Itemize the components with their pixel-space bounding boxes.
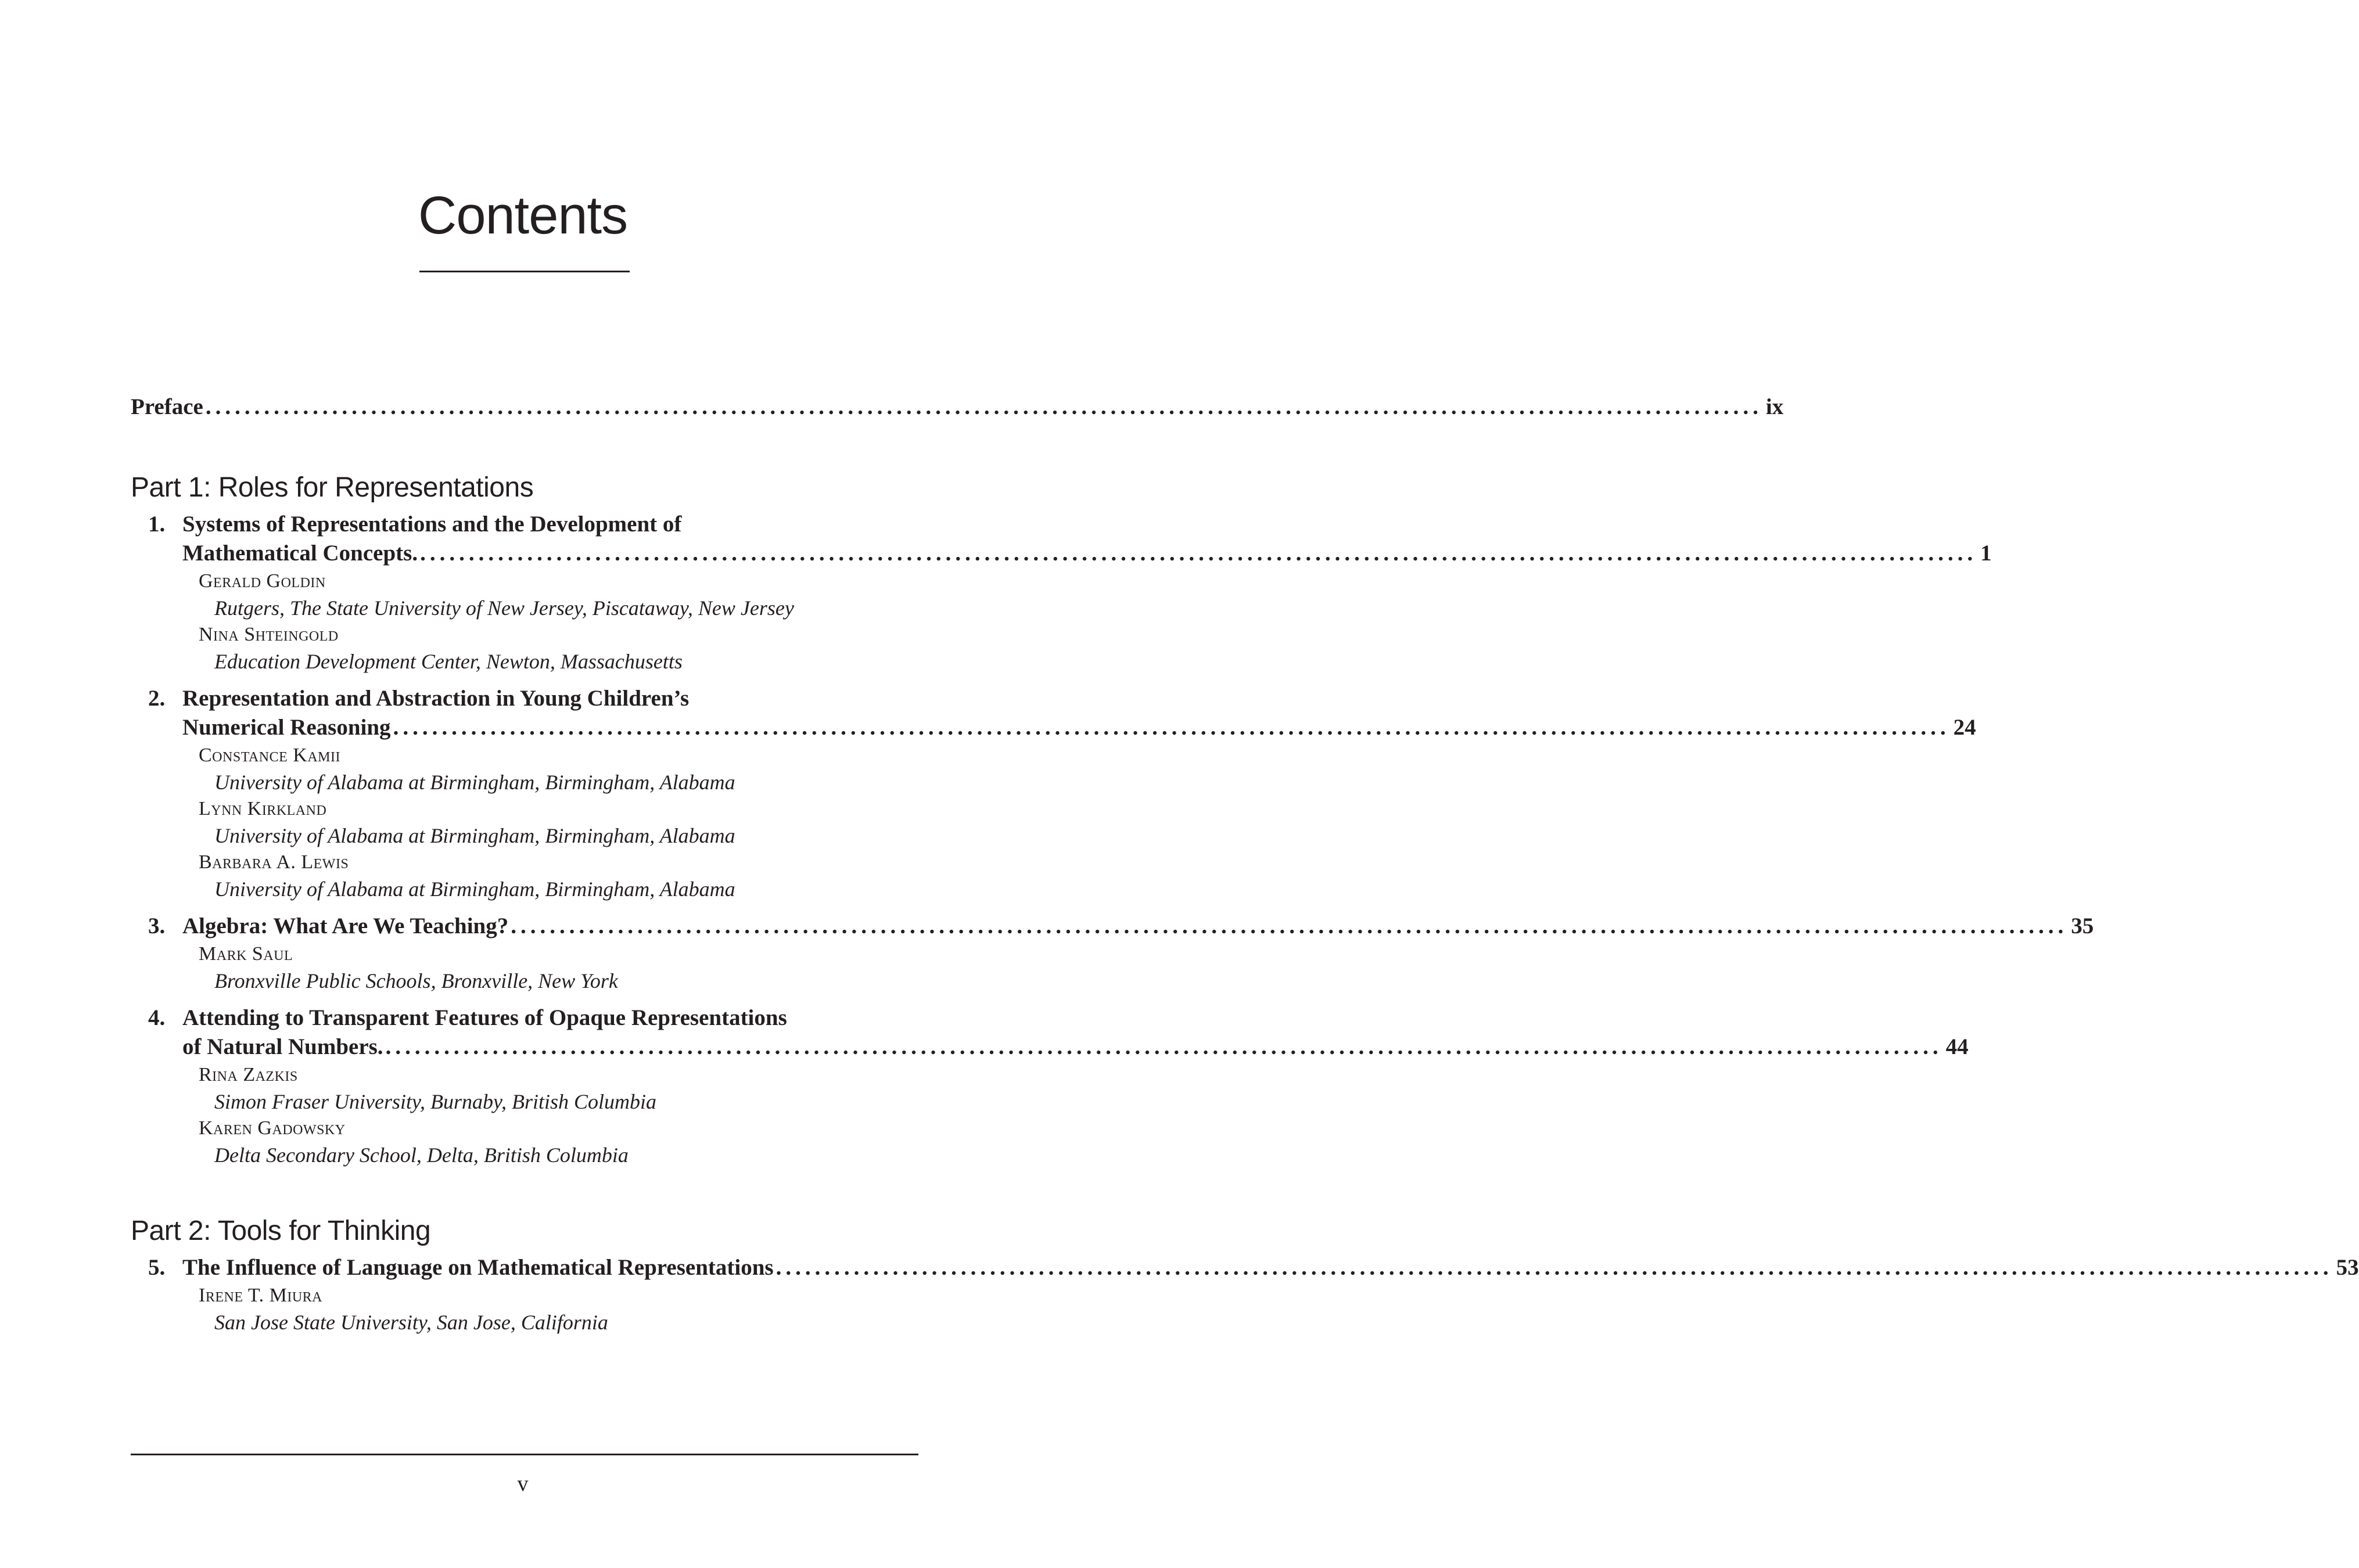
author-name: Karen Gadowsky	[199, 1117, 346, 1139]
dot-leader: ................................................................................................................................................................	[420, 541, 1977, 566]
chapter-page-number: 35	[2071, 914, 2094, 938]
chapter-title-leader-line	[182, 912, 2094, 941]
dot-leader: ................................................................................................................................................................	[205, 394, 1762, 419]
chapter-number: 3.	[148, 914, 166, 938]
author-affiliation: Delta Secondary School, Delta, British Columbia	[214, 1143, 629, 1167]
author-name: Barbara A. Lewis	[199, 851, 349, 873]
author-affiliation: Rutgers, The State University of New Jersey, Piscataway, New Jersey	[214, 596, 794, 620]
toc-entry-chapter-2[interactable]	[131, 684, 1976, 902]
chapter-page-number: 53	[2336, 1255, 2359, 1280]
author-name: Rina Zazkis	[199, 1064, 298, 1085]
chapter-title-line: Algebra: What Are We Teaching?	[182, 914, 509, 938]
chapter-number: 5.	[148, 1255, 166, 1280]
author-affiliation: University of Alabama at Birmingham, Birmingham, Alabama	[214, 877, 735, 901]
chapter-title-line: Representation and Abstraction in Young Children’s	[182, 686, 690, 711]
chapter-title-line: The Influence of Language on Mathematical Representations	[182, 1255, 774, 1280]
table-of-contents	[131, 393, 2359, 1345]
chapter-number: 1.	[148, 512, 166, 537]
dot-leader: ................................................................................................................................................................	[393, 715, 1950, 740]
chapter-number: 2.	[148, 686, 166, 711]
chapter-title-leader-line	[182, 539, 1992, 568]
toc-entry-chapter-3[interactable]	[131, 912, 2094, 994]
preface-label: Preface	[131, 394, 203, 419]
chapter-title-line: Mathematical Concepts.	[182, 541, 418, 566]
chapter-title-line: of Natural Numbers.	[182, 1034, 383, 1059]
author-name: Lynn Kirkland	[199, 798, 327, 819]
chapter-page-number: 1	[1980, 541, 1992, 566]
chapter-title-line: Attending to Transparent Features of Opaque Representations	[182, 1005, 787, 1030]
title-underline	[419, 271, 630, 272]
chapter-number: 4.	[148, 1005, 166, 1030]
chapter-page-number: 24	[1953, 715, 1976, 740]
dot-leader: ................................................................................................................................................................	[511, 914, 2068, 938]
page-number: v	[517, 1472, 529, 1496]
author-affiliation: University of Alabama at Birmingham, Birmingham, Alabama	[214, 824, 735, 847]
dot-leader: ................................................................................................................................................................	[385, 1034, 1943, 1059]
author-affiliation: Bronxville Public Schools, Bronxville, New York	[214, 969, 618, 992]
author-affiliation: University of Alabama at Birmingham, Birmingham, Alabama	[214, 771, 735, 794]
chapter-title-leader-line	[182, 1033, 1969, 1062]
part-heading: Part 2: Tools for Thinking	[131, 1215, 431, 1246]
part-section	[131, 1214, 2359, 1336]
part-heading: Part 1: Roles for Representations	[131, 472, 534, 503]
toc-entry-chapter-1[interactable]	[131, 510, 1992, 675]
chapter-title-leader-line	[182, 1253, 2359, 1282]
page-title: Contents	[418, 186, 628, 245]
author-affiliation: San Jose State University, San Jose, California	[214, 1311, 608, 1334]
toc-entry-chapter-4[interactable]	[131, 1004, 1969, 1168]
preface-page-number: ix	[1765, 394, 1784, 419]
author-name: Mark Saul	[199, 943, 293, 965]
chapter-title-line: Numerical Reasoning	[182, 715, 391, 740]
part-section	[131, 470, 2094, 1168]
author-name: Gerald Goldin	[199, 570, 326, 592]
footer-rule	[131, 1454, 918, 1455]
chapter-title-line: Systems of Representations and the Development of	[182, 512, 682, 537]
chapter-page-number: 44	[1945, 1034, 1969, 1059]
author-name: Constance Kamii	[199, 745, 340, 766]
author-affiliation: Simon Fraser University, Burnaby, British Columbia	[214, 1090, 656, 1113]
author-name: Nina Shteingold	[199, 624, 339, 645]
author-name: Irene T. Miura	[199, 1285, 323, 1306]
chapter-title-leader-line	[182, 713, 1976, 742]
toc-entry-chapter-5[interactable]	[131, 1253, 2359, 1336]
toc-entry-preface[interactable]	[131, 393, 1784, 422]
dot-leader: ................................................................................................................................................................	[775, 1255, 2333, 1280]
author-affiliation: Education Development Center, Newton, Massachusetts	[214, 650, 683, 673]
